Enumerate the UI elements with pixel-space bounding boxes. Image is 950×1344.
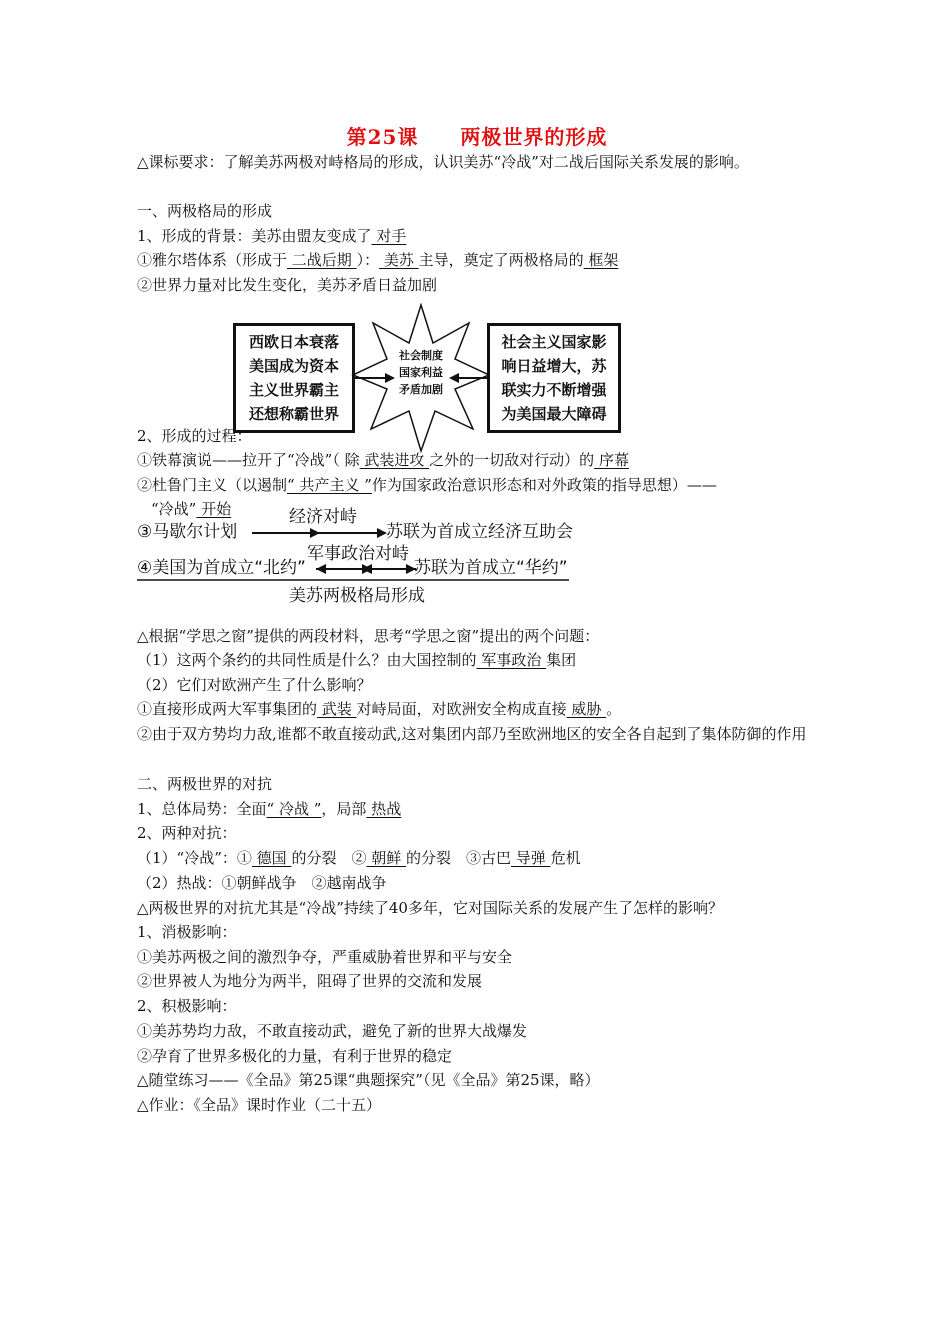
diagram-right-box: 社会主义国家影 响日益增大，苏 联实力不断增强 为美国最大障碍 [487,323,621,433]
double-arrow-icon [252,527,387,539]
negative-2: ②世界被人为地分为两半，阻碍了世界的交流和发展 [137,972,483,990]
answer-blank: 美苏 [379,251,419,269]
answer-blank: 开始 [196,500,232,518]
process-heading: 2、形成的过程： [137,427,252,445]
overall-situation: 1、总体局势：全面“ 冷战 ”，局部 热战 [137,800,402,818]
positive-heading: 2、积极影响： [137,997,237,1015]
warsaw-pact: 苏联为首成立“华约” [414,558,568,578]
answer-blank: 二战后期 [287,251,357,269]
answer-blank: 导弹 [511,849,551,867]
negative-1: ①美苏两极之间的激烈争夺，严重威胁着世界和平与安全 [137,948,513,966]
underline-rule [137,578,569,582]
think-intro: △根据“学思之窗”提供的两段材料，思考“学思之窗”提出的两个问题： [137,627,600,645]
page-title: 第25课 两极世界的形成 [346,125,608,149]
answer-blank: “ 共产主义 ” [287,476,372,494]
military-confrontation-label: 军事政治对峙 [307,544,409,564]
positive-1: ①美苏势均力敌，不敢直接动武，避免了新的世界大战爆发 [137,1022,528,1040]
positive-2: ②孕育了世界多极化的力量，有利于世界的稳定 [137,1047,453,1065]
answer-blank: 武装 [317,700,357,718]
answer-blank: 军事政治 [476,651,547,669]
curriculum-requirement: △课标要求：了解美苏两极对峙格局的形成，认识美苏“冷战”对二战后国际关系发展的影响。 [137,153,749,171]
power-line: ②世界力量对比发生变化，美苏矛盾日益加剧 [137,276,438,294]
impact-question: △两极世界的对抗尤其是“冷战”持续了40多年，它对国际关系的发展产生了怎样的影响？ [137,899,723,917]
diagram-center-text: 社会制度 国家利益 矛盾加剧 [399,349,443,396]
answer-blank: “ 冷战 ” [266,800,322,818]
answer-1: ①直接形成两大军事集团的 武装 对峙局面，对欧洲安全构成直接 威胁 。 [137,700,622,718]
econ-confrontation-label: 经济对峙 [289,507,357,527]
question-1: （1）这两个条约的共同性质是什么？由大国控制的 军事政治 集团 [137,651,577,669]
answer-blank: 威胁 [566,700,607,718]
bipolar-formed: 美苏两极格局形成 [289,586,425,606]
homework-line: △作业：《全品》课时作业（二十五） [137,1096,382,1114]
comecon: 苏联为首成立经济互助会 [386,522,573,542]
marshall-plan: ③马歇尔计划 [137,522,238,542]
answer-blank: 朝鲜 [366,849,406,867]
background-line: 1、形成的背景：美苏由盟友变成了 对手 [137,227,407,245]
practice-line: △随堂练习——《全品》第25课“典题探究”（见《全品》第25课，略） [137,1071,600,1089]
answer-blank: 热战 [366,800,402,818]
hot-war-line: （2）热战：①朝鲜战争 ②越南战争 [137,874,387,892]
diagram-left-box: 西欧日本衰落 美国成为资本 主义世界霸主 还想称霸世界 [233,323,355,433]
iron-curtain-line: ①铁幕演说——拉开了“冷战”（ 除 武装进攻 之外的一切敌对行动）的 序幕 [137,451,629,469]
truman-line-2: “冷战” 开始 [151,500,232,518]
cold-war-line: （1）“冷战”：① 德国 的分裂 ② 朝鲜 的分裂 ③古巴 导弹 危机 [137,849,581,867]
arrow-left-icon [449,372,489,384]
answer-blank: 德国 [251,849,292,867]
negative-heading: 1、消极影响： [137,923,237,941]
truman-line: ②杜鲁门主义（以遏制“ 共产主义 ”作为国家政治意识形态和对外政策的指导思想）—— [137,476,717,494]
two-confrontations: 2、两种对抗： [137,824,237,842]
double-arrow-icon-2 [316,563,416,575]
section-heading-1: 一、两极格局的形成 [137,202,273,220]
nato: ④美国为首成立“北约” [137,558,306,578]
arrow-right-icon [355,372,395,384]
answer-blank: 序幕 [594,451,629,469]
answer-blank: 对手 [371,227,407,245]
answer-blank: 框架 [583,251,619,269]
section-heading-2: 二、两极世界的对抗 [137,775,273,793]
question-2: （2）它们对欧洲产生了什么影响？ [137,676,372,694]
answer-blank: 武装进攻 [359,451,430,469]
answer-2: ②由于双方势均力敌,谁都不敢直接动武,这对集团内部乃至欧洲地区的安全各自起到了集体防御的作用 [137,725,807,743]
yalta-line: ①雅尔塔体系（形成于 二战后期 ）： 美苏 主导，奠定了两极格局的 框架 [137,251,619,269]
